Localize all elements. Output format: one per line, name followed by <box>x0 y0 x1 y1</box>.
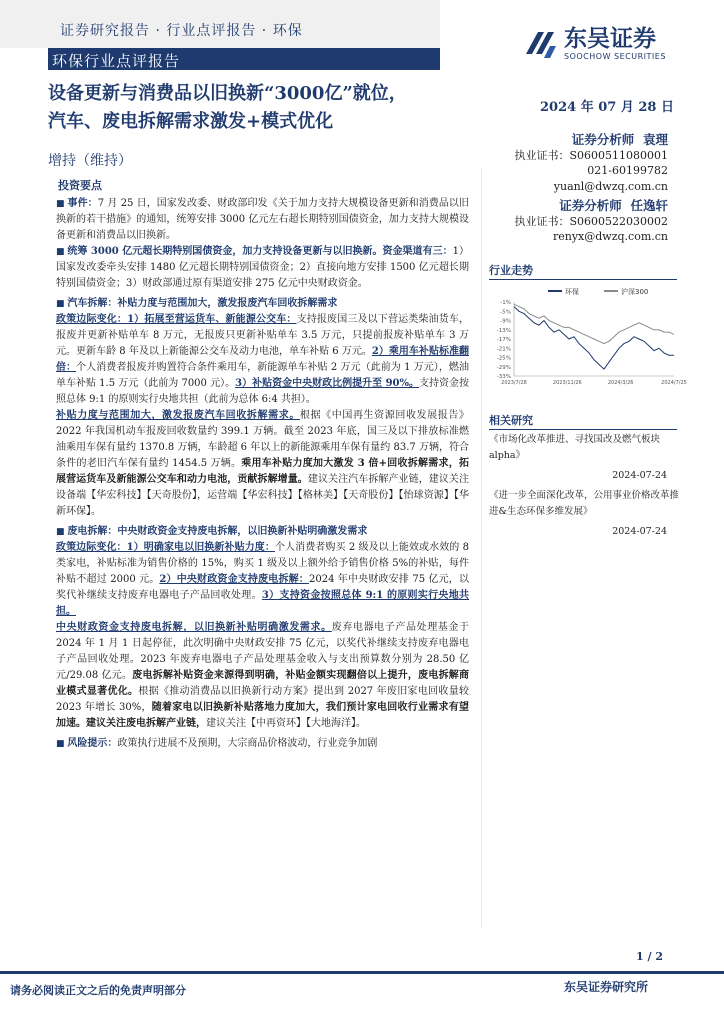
logo-icon <box>520 24 560 64</box>
weee-fund-paragraph: 中央财政资金支持废电拆解，以旧换新补贴明确激发需求。废弃电器电子产品处理基金于 2024 年 1 月 1 日起停征，此次明确中央财政安排 75 亿元，以奖代补继续支持废弃电器电子产品回收处理。2023 年废弃电器电子产品处理基金收入与支出预算数分别为 28.50 亿元/29.08 亿元。废电拆解补贴资金来源得到明确，补贴金额实现翻倍以上提升，废电拆解商业模式显著优化。根据《推动消费品以旧换新行动方案》提出到 2027 年废旧家电回收量较 2023 年增长 30%，随着家电以旧换新补贴落地力度加大，我们预计家电回收行业需求有望加速。建议关注废电拆解产业链，建议关注【中再资环】【大地海洋】。 <box>56 622 470 729</box>
main-content <box>56 176 469 752</box>
headline-line-1: 设备更新与消费品以旧换新“3000亿”就位， <box>48 83 407 104</box>
related-item-1[interactable]: 《市场化改革推进、寻找国改及燃气板块 alpha》 <box>489 434 661 461</box>
analyst-1-phone: 021-60199782 <box>587 164 668 177</box>
y-tick-label: -17% <box>496 337 511 343</box>
trend-chart-svg <box>484 284 687 392</box>
related-date-2: 2024-07-24 <box>612 526 667 537</box>
y-tick-label: -9% <box>500 318 511 325</box>
logo-name: 东吴证券 <box>564 26 656 52</box>
report-date: 2024 年 07 月 28 日 <box>540 100 674 115</box>
headline-line-2: 汽车、废电拆解需求激发+模式优化 <box>48 111 334 132</box>
weee-heading: ■ 废电拆解：中央财政资金支持废电拆解，以旧换新补贴明确激发需求 <box>56 524 469 540</box>
risk-paragraph: ■ 风险提示：政策执行进展不及预期，大宗商品价格波动，行业竞争加剧 <box>56 736 469 752</box>
company-logo <box>520 18 710 68</box>
key-points-title: 投资要点 <box>58 179 102 192</box>
y-tick-label: -1% <box>500 300 511 306</box>
trend-rule <box>489 279 677 280</box>
y-tick-label: -13% <box>496 327 511 334</box>
footer-disclaimer: 请务必阅读正文之后的免责声明部分 <box>10 984 186 997</box>
x-tick-label: 2023/11/26 <box>552 380 582 386</box>
logo-en: SOOCHOW SECURITIES <box>564 52 666 61</box>
footer-rule <box>0 971 724 974</box>
breadcrumb: 证券研究报告 · 行业点评报告 · 环保 <box>60 23 303 39</box>
industry-trend-chart <box>484 284 687 392</box>
funding-paragraph: ■ 统筹 3000 亿元超长期特别国债资金，加力支持设备更新与以旧换新。资金渠道有三：1）国家发改委牵头安排 1480 亿元超长期特别国债资金；2）直接向地方安排 1500 亿元超长期特别国债资金；3）财政部通过原有渠道安排 275 亿元中央财政资金。 <box>56 244 469 292</box>
related-date-1: 2024-07-24 <box>612 470 667 481</box>
page-number: 1 / 2 <box>636 950 663 963</box>
car-policy-paragraph: 政策边际变化：1）拓展至营运货车、新能源公交车：支持报废国三及以下营运类柴油货车，报废并更新补贴单车 8 万元，无报废只更新补贴单车 3.5 万元，只提前报废补贴单车 3 万元。更新车龄 8 年及以上新能源公交车及动力电池，单车补贴 6 万元。2）乘用车补贴标准翻倍：个人消费者报废并购置符合条件乘用车，新能源单车补贴 2 万元（此前为 1 万元），燃油单车补贴 1.5 万元（此前为 7000 元）。3）补贴资金中央财政比例提升至 90%。支持资金按照总体 9:1 的原则实行央地共担（此前为总体 6:4 共担）。 <box>56 314 470 405</box>
series-line-0 <box>514 307 674 370</box>
related-rule <box>489 429 677 430</box>
analyst-block <box>500 128 668 245</box>
related-research-title: 相关研究 <box>489 414 533 427</box>
legend-label-1: 沪深300 <box>621 288 649 296</box>
x-tick-label: 2024/7/25 <box>661 380 687 386</box>
trend-title: 行业走势 <box>489 264 533 277</box>
x-tick-label: 2023/7/28 <box>501 380 527 386</box>
car-heading: ■ 汽车拆解：补贴力度与范围加大，激发报废汽车回收拆解需求 <box>56 296 469 312</box>
rating: 增持（维持） <box>48 153 132 169</box>
series-line-1 <box>514 304 674 343</box>
analyst-1-cert: 执业证书：S0600511080001 <box>514 148 668 162</box>
section-title: 环保行业点评报告 <box>52 52 181 70</box>
analyst-2-cert: 执业证书：S0600522030002 <box>514 214 668 228</box>
event-paragraph: ■ 事件：7 月 25 日，国家发改委、财政部印发《关于加力支持大规模设备更新和消费品以旧换新的若干措施》的通知，统筹安排 3000 亿元左右超长期特别国债资金，加力支持大规模设备更新和消费品以旧换新。 <box>56 196 469 244</box>
y-tick-label: -25% <box>496 355 511 362</box>
y-tick-label: -29% <box>496 364 511 371</box>
legend-label-0: 环保 <box>565 288 579 296</box>
car-demand-paragraph: 补贴力度与范围加大，激发报废汽车回收拆解需求。根据《中国再生资源回收发展报告》2022 年我国机动车报废回收数量约 399.1 万辆。截至 2023 年底，国三及以下排放标准燃油乘用车保有量约 1370.8 万辆，车龄超 6 年以上的新能源乘用车保有量约 83.7 万辆，符合条件的老旧汽车保有量约 1454.5 万辆。乘用车补贴力度加大激发 3 倍+回收拆解需求，拓展营运货车及新能源公交车和动力电池，贡献拆解增量。建议关注汽车拆解产业链，建议关注设备端【华宏科技】【天奇股份】，运营端【华宏科技】【格林美】【天奇股份】【怡球资源】【华新环保】。 <box>56 410 470 517</box>
weee-policy-paragraph: 政策边际变化：1）明确家电以旧换新补贴力度：个人消费者购买 2 级及以上能效或水效的 8 类家电，补贴标准为销售价格的 15%，购买 1 级及以上额外给予销售价格 5%的补贴，每件补贴不超过 2000 元。2）中央财政资金支持废电拆解：2024 年中央财政安排 75 亿元，以奖代补继续支持废弃电器电子产品回收处理。3）支持资金按照总体 9:1 的原则实行央地共担。 <box>56 542 470 617</box>
analyst-1-email[interactable]: yuanl@dwzq.com.cn <box>553 179 668 193</box>
footer-firm: 东吴证券研究所 <box>564 980 649 994</box>
analyst-1-title: 证券分析师 袁理 <box>571 132 668 147</box>
x-tick-label: 2024/3/26 <box>607 380 634 386</box>
related-item-2[interactable]: 《进一步全面深化改革，公用事业价格改革推进&生态环保多维发展》 <box>489 490 680 517</box>
y-tick-label: -5% <box>500 309 511 316</box>
report-headline <box>48 80 488 136</box>
analyst-2-title: 证券分析师 任逸轩 <box>559 198 668 213</box>
column-divider <box>481 168 482 928</box>
y-tick-label: -33% <box>496 374 511 380</box>
analyst-2-email[interactable]: renyx@dwzq.com.cn <box>552 230 668 243</box>
y-tick-label: -21% <box>496 346 511 353</box>
